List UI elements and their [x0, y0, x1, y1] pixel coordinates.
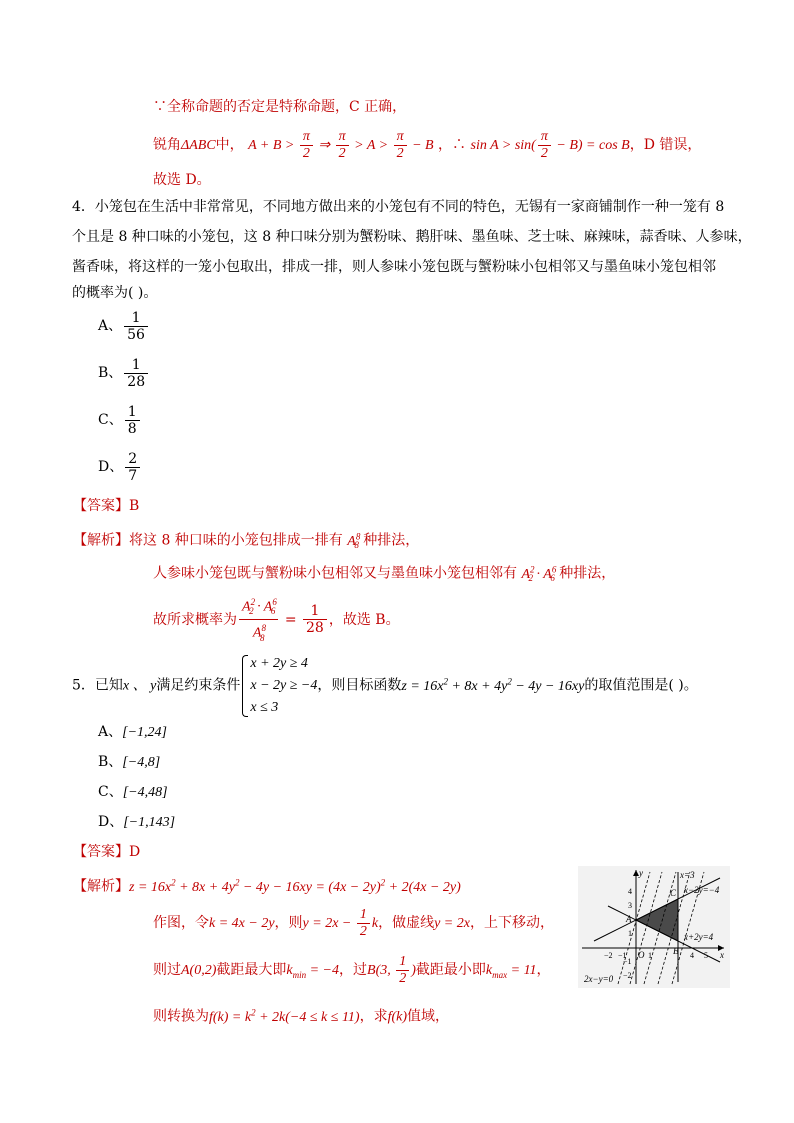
label-y: y	[639, 868, 643, 878]
q4-answer	[73, 496, 139, 516]
tick-y1: 1	[628, 929, 632, 938]
label-a: A	[626, 914, 632, 924]
option-num: 1	[124, 310, 148, 327]
q4-analysis-text-3b: ，故选 B。	[328, 611, 400, 628]
option-den: 8	[127, 420, 137, 437]
q5-expansion: $z = 16x^2 + 8x + 4y^2 - 4y - 16xy = (4x - 2y)^2 + 2(4x - 2y)$	[129, 877, 461, 895]
option-den: 56	[127, 326, 145, 343]
tick-x1: 1	[648, 951, 652, 960]
q5-analysis-line-2: 作图，令k = 4x − 2y，则y = 2x − $\frac{1}{2}$ k，做虚线y = 2x，上下移动，	[153, 907, 554, 940]
q4-prob-frac: $\frac{A^2_2 \cdot A^6_6}{A^8_8}$	[239, 594, 278, 646]
constraint-2: x − 2y ≥ −4	[250, 677, 318, 693]
option-label: D、	[98, 459, 124, 475]
q5-objective: $z = 16x^2 + 8x + 4y^2 - 4y - 16xy$	[401, 676, 585, 694]
q3-line-3: 故选 D。	[153, 172, 211, 188]
analysis-tag: 【解析】	[73, 878, 129, 895]
answer-value: B	[129, 498, 140, 514]
answer-tag: 【答案】	[73, 498, 129, 514]
q4-option-d	[98, 449, 142, 485]
tick-xm1: −1	[618, 951, 627, 960]
q4-stem-line-3: 酱香味，将这样的一笼小包取出，排成一排，则人参味小笼包既与蟹粉味小包相邻又与墨鱼味小笼包相邻	[72, 259, 716, 275]
answer-tag: 【答案】	[73, 844, 129, 860]
q4-option-c	[98, 402, 142, 438]
constraint-3: x ≤ 3	[250, 699, 279, 715]
tick-y4: 4	[628, 887, 632, 896]
q5-analysis-line-1	[73, 872, 461, 898]
q5-stem-target: ，则目标函数	[317, 677, 402, 694]
tick-ym2: −2	[623, 971, 632, 980]
label-o: O	[638, 950, 645, 960]
tick-xm2: −2	[604, 951, 613, 960]
q4-perm-a88: $A^8_8$	[347, 531, 361, 551]
q4-analysis-text-3a: 故所求概率为	[153, 611, 237, 628]
label-line3: 2x−y=0	[584, 974, 614, 984]
q4-analysis-text-1a: 将这 8 种口味的小笼包排成一排有	[129, 532, 343, 549]
q3-line2-mid: 中，	[215, 137, 244, 153]
q4-analysis-text-2b: 种排法，	[559, 565, 616, 582]
q3-line2-suffix: ，D 错误，	[629, 137, 702, 153]
q3-conclusion: sin A > sin( $\frac{\pi}{2}$ − B) = cos B	[470, 129, 630, 162]
label-line2: x+2y=4	[684, 932, 714, 942]
label-b: B	[673, 946, 679, 956]
option-num: 2	[125, 451, 140, 468]
q4-stem-line-1: 4．小笼包在生活中非常常见，不同地方做出来的小笼包有不同的特色，无锡有一家商铺制作一种一笼有 8	[72, 199, 725, 215]
q5-option-c: C、[−4,48]	[98, 784, 168, 800]
label-c: C	[670, 888, 677, 898]
answer-value: D	[129, 844, 141, 860]
q3-line-1: ∵全称命题的否定是特称命题，C 正确，	[153, 99, 407, 115]
q3-triangle: ΔABC	[181, 138, 216, 153]
q4-stem-line-2: 个且是 8 种口味的小笼包，这 8 种口味分别为蟹粉味、鹅肝味、墨鱼味、芝士味、麻辣味，蒜香味、人参味，	[72, 229, 752, 245]
option-den: 7	[128, 467, 138, 484]
tick-ym1: −1	[623, 957, 632, 966]
q5-option-b: B、[−4,8]	[98, 754, 161, 770]
q4-analysis-text-1b: 种排法，	[363, 532, 420, 549]
q3-line2-prefix: 锐角	[153, 137, 181, 153]
label-x3: x=3	[680, 870, 695, 880]
q5-analysis-line-3: 则过A(0,2)截距最大即$k_{min} = -4$，过B(3, $\frac{1}{2}$ )截距最小即$k_{max} = 11$，	[153, 954, 551, 987]
q5-constraints	[240, 653, 317, 719]
tick-y3: 3	[628, 901, 632, 910]
q5-option-a: A、[−1,24]	[98, 724, 167, 740]
option-label: B、	[98, 365, 123, 381]
q5-analysis-line-4: 则转换为$f(k) = k^2 + 2k(-4 \le k \le 11)$，求f(k)值域，	[153, 1007, 450, 1025]
q5-answer	[73, 842, 140, 862]
q5-vars: x 、 y	[122, 678, 157, 694]
q5-stem-suffix: 的取值范围是( )。	[584, 677, 698, 694]
q4-stem-line-4: 的概率为( )。	[72, 285, 158, 301]
q3-inequality: A + B > $\frac{\pi}{2}$ ⇒ $\frac{\pi}{2}$ > A > $\frac{\pi}{2}$ − B	[248, 129, 434, 162]
constraint-1: x + 2y ≥ 4	[250, 655, 308, 671]
q3-line-2: 锐角ΔABC中， A + B > $\frac{\pi}{2}$ ⇒ $\frac{\pi}{2}$ > A > $\frac{\pi}{2}$ − B ，∴ sin A > sin( $\frac{\pi}{2}$ − B) = cos B，D 错误，	[153, 129, 702, 162]
feasible-region-figure	[578, 866, 730, 988]
q5-option-d: D、[−1,143]	[98, 814, 176, 830]
analysis-tag: 【解析】	[73, 532, 129, 549]
option-num: 1	[125, 404, 140, 421]
q4-option-b	[98, 355, 150, 391]
q4-option-a	[98, 308, 150, 344]
tick-x4: 4	[690, 951, 694, 960]
option-label: A、	[98, 318, 123, 334]
q5-stem-prefix: 5．已知	[72, 677, 123, 694]
label-line1: x−2y=−4	[684, 885, 720, 895]
tick-x5: 5	[704, 951, 708, 960]
label-x: x	[720, 950, 724, 960]
option-label: C、	[98, 412, 123, 428]
q5-stem	[72, 646, 698, 722]
q4-analysis-text-2a: 人参味小笼包既与蟹粉味小包相邻又与墨鱼味小笼包相邻有	[153, 565, 517, 582]
q5-stem-mid: 满足约束条件	[156, 677, 241, 694]
q4-analysis-line-2	[153, 559, 615, 588]
q4-perm-product: $A^2_2 \cdot A^6_6$	[521, 564, 557, 584]
q4-analysis-line-3: 故所求概率为 $\frac{A^2_2 \cdot A^6_6}{A^8_8}$ = $\frac{1}{28}$ ，故选 B。	[153, 594, 400, 646]
option-den: 28	[127, 373, 146, 390]
option-num: 1	[124, 357, 148, 374]
q4-analysis-line-1	[73, 526, 419, 555]
